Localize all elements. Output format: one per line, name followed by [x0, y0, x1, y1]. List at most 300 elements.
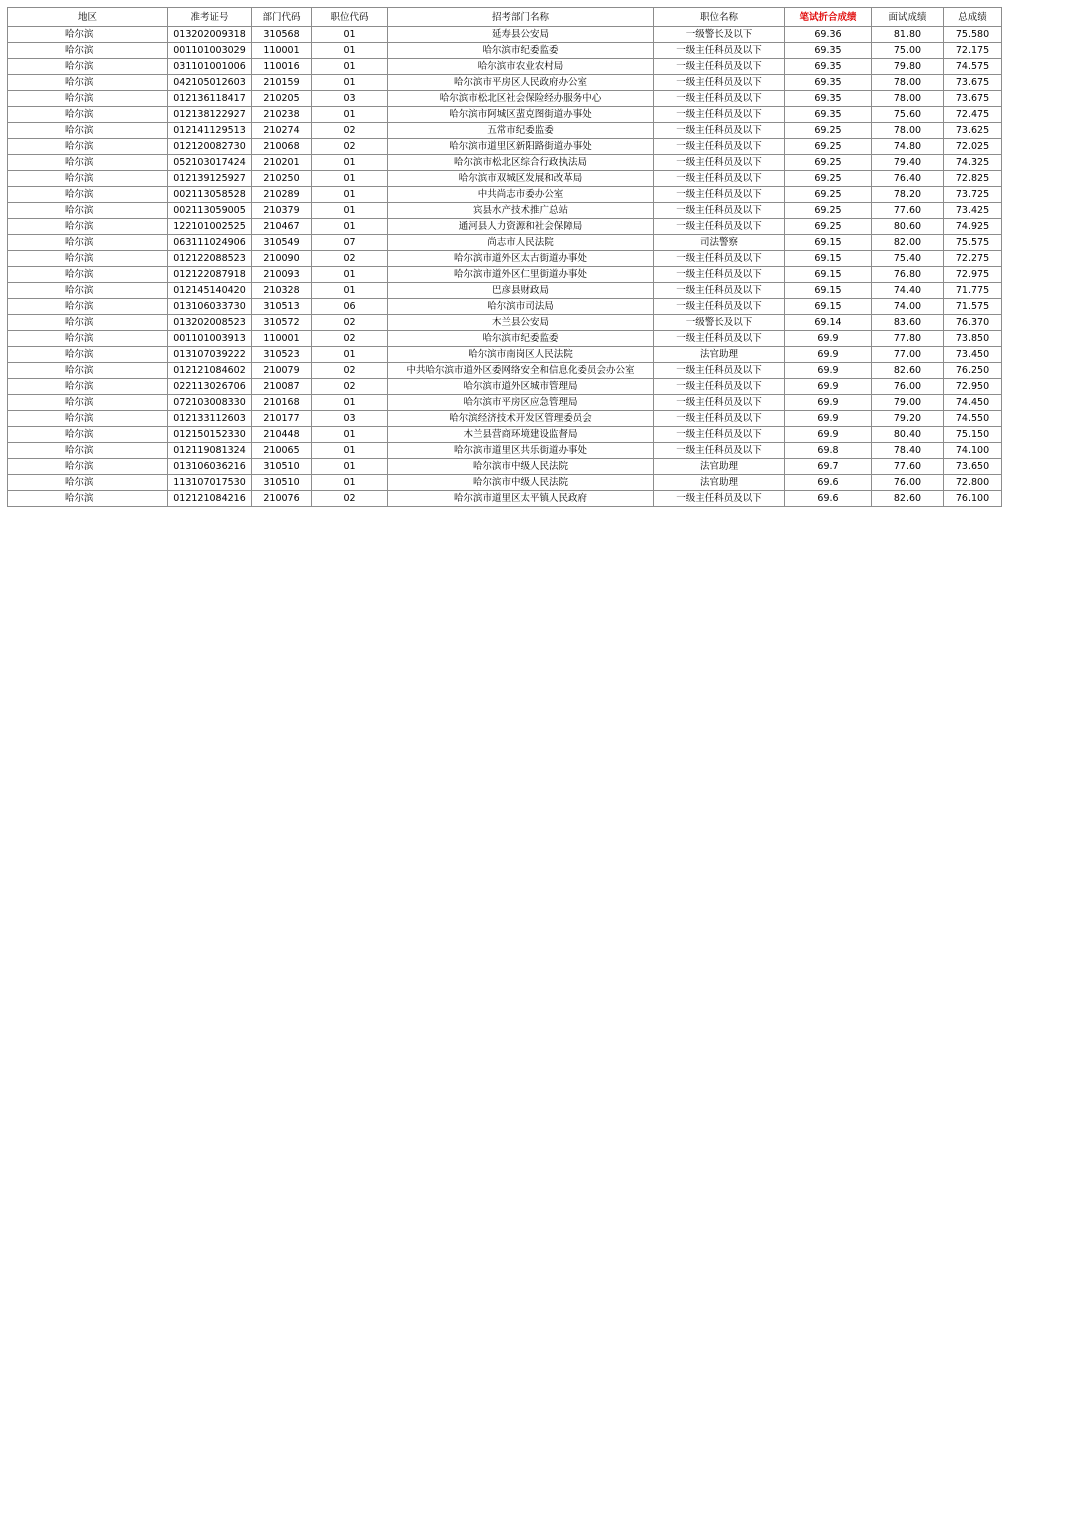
written-score-cell: 69.25 — [785, 171, 872, 187]
col-header-interview-score[interactable]: 面试成绩 — [872, 8, 944, 27]
position-code-cell: 01 — [312, 427, 388, 443]
interview-score-cell: 76.00 — [872, 475, 944, 491]
exam-id-cell: 012136118417 — [168, 91, 252, 107]
position-code-cell: 01 — [312, 107, 388, 123]
dept-code-cell: 310549 — [252, 235, 312, 251]
table-row[interactable] — [8, 267, 1002, 283]
score-sheet — [7, 7, 1002, 507]
position-code-cell: 02 — [312, 363, 388, 379]
position-name-cell: 一级警长及以下 — [654, 27, 785, 43]
table-row[interactable] — [8, 379, 1002, 395]
dept-name-cell: 五常市纪委监委 — [388, 123, 654, 139]
dept-code-cell: 310513 — [252, 299, 312, 315]
interview-score-cell: 83.60 — [872, 315, 944, 331]
written-score-cell: 69.25 — [785, 123, 872, 139]
interview-score-cell: 77.00 — [872, 347, 944, 363]
total-score-cell: 71.775 — [944, 283, 1002, 299]
position-code-cell: 01 — [312, 59, 388, 75]
interview-score-cell: 78.00 — [872, 123, 944, 139]
position-name-cell: 一级主任科员及以下 — [654, 363, 785, 379]
written-score-cell: 69.7 — [785, 459, 872, 475]
dept-name-cell: 木兰县公安局 — [388, 315, 654, 331]
written-score-cell: 69.9 — [785, 427, 872, 443]
table-row[interactable] — [8, 459, 1002, 475]
region-cell: 哈尔滨 — [8, 267, 168, 283]
table-row[interactable] — [8, 155, 1002, 171]
dept-name-cell: 哈尔滨市道里区太平镇人民政府 — [388, 491, 654, 507]
score-table — [7, 7, 1002, 507]
table-row[interactable] — [8, 75, 1002, 91]
written-score-cell: 69.8 — [785, 443, 872, 459]
dept-code-cell: 310568 — [252, 27, 312, 43]
position-name-cell: 法官助理 — [654, 475, 785, 491]
dept-name-cell: 木兰县营商环境建设监督局 — [388, 427, 654, 443]
region-cell: 哈尔滨 — [8, 427, 168, 443]
interview-score-cell: 82.00 — [872, 235, 944, 251]
region-cell: 哈尔滨 — [8, 475, 168, 491]
table-row[interactable] — [8, 203, 1002, 219]
dept-code-cell: 110001 — [252, 331, 312, 347]
interview-score-cell: 75.00 — [872, 43, 944, 59]
dept-code-cell: 210250 — [252, 171, 312, 187]
dept-name-cell: 哈尔滨市农业农村局 — [388, 59, 654, 75]
exam-id-cell: 042105012603 — [168, 75, 252, 91]
written-score-cell: 69.25 — [785, 187, 872, 203]
position-name-cell: 一级主任科员及以下 — [654, 59, 785, 75]
dept-code-cell: 210090 — [252, 251, 312, 267]
dept-name-cell: 哈尔滨市道里区新阳路街道办事处 — [388, 139, 654, 155]
position-name-cell: 一级主任科员及以下 — [654, 283, 785, 299]
dept-code-cell: 210289 — [252, 187, 312, 203]
interview-score-cell: 82.60 — [872, 491, 944, 507]
position-code-cell: 02 — [312, 331, 388, 347]
position-code-cell: 01 — [312, 27, 388, 43]
written-score-cell: 69.14 — [785, 315, 872, 331]
table-row[interactable] — [8, 347, 1002, 363]
total-score-cell: 74.550 — [944, 411, 1002, 427]
exam-id-cell: 012145140420 — [168, 283, 252, 299]
header-row — [8, 8, 1002, 27]
written-score-cell: 69.35 — [785, 107, 872, 123]
interview-score-cell: 79.40 — [872, 155, 944, 171]
total-score-cell: 72.950 — [944, 379, 1002, 395]
dept-name-cell: 宾县水产技术推广总站 — [388, 203, 654, 219]
exam-id-cell: 052103017424 — [168, 155, 252, 171]
exam-id-cell: 063111024906 — [168, 235, 252, 251]
region-cell: 哈尔滨 — [8, 107, 168, 123]
exam-id-cell: 001101003913 — [168, 331, 252, 347]
written-score-cell: 69.9 — [785, 363, 872, 379]
dept-name-cell: 哈尔滨市松北区综合行政执法局 — [388, 155, 654, 171]
dept-code-cell: 210201 — [252, 155, 312, 171]
col-header-position-code[interactable]: 职位代码 — [312, 8, 388, 27]
position-name-cell: 一级主任科员及以下 — [654, 107, 785, 123]
position-name-cell: 一级主任科员及以下 — [654, 171, 785, 187]
total-score-cell: 72.175 — [944, 43, 1002, 59]
exam-id-cell: 013202008523 — [168, 315, 252, 331]
exam-id-cell: 012138122927 — [168, 107, 252, 123]
exam-id-cell: 012121084602 — [168, 363, 252, 379]
dept-name-cell: 中共哈尔滨市道外区委网络安全和信息化委员会办公室 — [388, 363, 654, 379]
table-row[interactable] — [8, 411, 1002, 427]
written-score-cell: 69.25 — [785, 203, 872, 219]
written-score-cell: 69.15 — [785, 299, 872, 315]
written-score-cell: 69.6 — [785, 491, 872, 507]
total-score-cell: 76.100 — [944, 491, 1002, 507]
region-cell: 哈尔滨 — [8, 43, 168, 59]
position-code-cell: 01 — [312, 187, 388, 203]
total-score-cell: 73.450 — [944, 347, 1002, 363]
dept-name-cell: 延寿县公安局 — [388, 27, 654, 43]
table-body — [8, 27, 1002, 507]
dept-code-cell: 210079 — [252, 363, 312, 379]
position-name-cell: 一级警长及以下 — [654, 315, 785, 331]
table-row[interactable] — [8, 219, 1002, 235]
dept-name-cell: 哈尔滨市中级人民法院 — [388, 459, 654, 475]
written-score-cell: 69.35 — [785, 59, 872, 75]
written-score-cell: 69.9 — [785, 379, 872, 395]
interview-score-cell: 78.00 — [872, 75, 944, 91]
region-cell: 哈尔滨 — [8, 363, 168, 379]
region-cell: 哈尔滨 — [8, 171, 168, 187]
position-name-cell: 一级主任科员及以下 — [654, 91, 785, 107]
total-score-cell: 74.100 — [944, 443, 1002, 459]
written-score-cell: 69.25 — [785, 219, 872, 235]
region-cell: 哈尔滨 — [8, 139, 168, 155]
table-row[interactable] — [8, 171, 1002, 187]
interview-score-cell: 77.60 — [872, 459, 944, 475]
table-row[interactable] — [8, 27, 1002, 43]
written-score-cell: 69.9 — [785, 411, 872, 427]
exam-id-cell: 013202009318 — [168, 27, 252, 43]
exam-id-cell: 001101003029 — [168, 43, 252, 59]
total-score-cell: 75.575 — [944, 235, 1002, 251]
interview-score-cell: 81.80 — [872, 27, 944, 43]
dept-code-cell: 210065 — [252, 443, 312, 459]
interview-score-cell: 76.80 — [872, 267, 944, 283]
col-header-region[interactable]: 地区 — [8, 8, 168, 27]
position-name-cell: 一级主任科员及以下 — [654, 427, 785, 443]
position-code-cell: 01 — [312, 267, 388, 283]
written-score-cell: 69.35 — [785, 43, 872, 59]
dept-name-cell: 巴彦县财政局 — [388, 283, 654, 299]
dept-name-cell: 哈尔滨市阿城区蜚克图街道办事处 — [388, 107, 654, 123]
dept-code-cell: 110016 — [252, 59, 312, 75]
exam-id-cell: 122101002525 — [168, 219, 252, 235]
table-row[interactable] — [8, 331, 1002, 347]
position-code-cell: 01 — [312, 171, 388, 187]
interview-score-cell: 77.60 — [872, 203, 944, 219]
table-row[interactable] — [8, 315, 1002, 331]
interview-score-cell: 80.40 — [872, 427, 944, 443]
position-name-cell: 一级主任科员及以下 — [654, 75, 785, 91]
dept-name-cell: 哈尔滨市中级人民法院 — [388, 475, 654, 491]
table-row[interactable] — [8, 123, 1002, 139]
interview-score-cell: 80.60 — [872, 219, 944, 235]
dept-code-cell: 210093 — [252, 267, 312, 283]
total-score-cell: 72.800 — [944, 475, 1002, 491]
table-row[interactable] — [8, 235, 1002, 251]
total-score-cell: 72.825 — [944, 171, 1002, 187]
region-cell: 哈尔滨 — [8, 219, 168, 235]
region-cell: 哈尔滨 — [8, 459, 168, 475]
exam-id-cell: 013106033730 — [168, 299, 252, 315]
dept-name-cell: 哈尔滨市道外区仁里街道办事处 — [388, 267, 654, 283]
interview-score-cell: 78.00 — [872, 91, 944, 107]
region-cell: 哈尔滨 — [8, 443, 168, 459]
written-score-cell: 69.35 — [785, 91, 872, 107]
position-code-cell: 02 — [312, 251, 388, 267]
dept-code-cell: 210159 — [252, 75, 312, 91]
position-code-cell: 01 — [312, 219, 388, 235]
exam-id-cell: 012120082730 — [168, 139, 252, 155]
total-score-cell: 73.850 — [944, 331, 1002, 347]
region-cell: 哈尔滨 — [8, 123, 168, 139]
total-score-cell: 73.625 — [944, 123, 1002, 139]
region-cell: 哈尔滨 — [8, 155, 168, 171]
dept-name-cell: 哈尔滨市纪委监委 — [388, 43, 654, 59]
total-score-cell: 72.975 — [944, 267, 1002, 283]
exam-id-cell: 012133112603 — [168, 411, 252, 427]
region-cell: 哈尔滨 — [8, 315, 168, 331]
interview-score-cell: 74.40 — [872, 283, 944, 299]
region-cell: 哈尔滨 — [8, 395, 168, 411]
region-cell: 哈尔滨 — [8, 75, 168, 91]
position-code-cell: 06 — [312, 299, 388, 315]
position-code-cell: 01 — [312, 75, 388, 91]
interview-score-cell: 76.00 — [872, 379, 944, 395]
interview-score-cell: 78.40 — [872, 443, 944, 459]
table-row[interactable] — [8, 251, 1002, 267]
exam-id-cell: 113107017530 — [168, 475, 252, 491]
total-score-cell: 72.025 — [944, 139, 1002, 155]
position-code-cell: 02 — [312, 139, 388, 155]
exam-id-cell: 031101001006 — [168, 59, 252, 75]
position-name-cell: 司法警察 — [654, 235, 785, 251]
written-score-cell: 69.25 — [785, 139, 872, 155]
position-code-cell: 01 — [312, 347, 388, 363]
exam-id-cell: 002113059005 — [168, 203, 252, 219]
position-name-cell: 一级主任科员及以下 — [654, 443, 785, 459]
region-cell: 哈尔滨 — [8, 235, 168, 251]
dept-name-cell: 通河县人力资源和社会保障局 — [388, 219, 654, 235]
region-cell: 哈尔滨 — [8, 379, 168, 395]
exam-id-cell: 002113058528 — [168, 187, 252, 203]
dept-name-cell: 哈尔滨市道外区太古街道办事处 — [388, 251, 654, 267]
region-cell: 哈尔滨 — [8, 411, 168, 427]
region-cell: 哈尔滨 — [8, 347, 168, 363]
table-row[interactable] — [8, 363, 1002, 379]
position-name-cell: 一级主任科员及以下 — [654, 155, 785, 171]
total-score-cell: 73.675 — [944, 91, 1002, 107]
region-cell: 哈尔滨 — [8, 331, 168, 347]
total-score-cell: 76.250 — [944, 363, 1002, 379]
position-name-cell: 一级主任科员及以下 — [654, 331, 785, 347]
position-code-cell: 07 — [312, 235, 388, 251]
total-score-cell: 73.725 — [944, 187, 1002, 203]
position-code-cell: 02 — [312, 379, 388, 395]
total-score-cell: 74.925 — [944, 219, 1002, 235]
position-name-cell: 一级主任科员及以下 — [654, 379, 785, 395]
position-name-cell: 一级主任科员及以下 — [654, 411, 785, 427]
col-header-written-score[interactable]: 笔试折合成绩 — [785, 8, 872, 27]
exam-id-cell: 013107039222 — [168, 347, 252, 363]
dept-name-cell: 哈尔滨经济技术开发区管理委员会 — [388, 411, 654, 427]
position-code-cell: 01 — [312, 475, 388, 491]
position-name-cell: 法官助理 — [654, 347, 785, 363]
written-score-cell: 69.6 — [785, 475, 872, 491]
interview-score-cell: 75.60 — [872, 107, 944, 123]
interview-score-cell: 79.20 — [872, 411, 944, 427]
written-score-cell: 69.35 — [785, 75, 872, 91]
position-name-cell: 一级主任科员及以下 — [654, 395, 785, 411]
total-score-cell: 74.325 — [944, 155, 1002, 171]
col-header-exam-id[interactable]: 准考证号 — [168, 8, 252, 27]
total-score-cell: 72.275 — [944, 251, 1002, 267]
position-name-cell: 一级主任科员及以下 — [654, 187, 785, 203]
interview-score-cell: 74.80 — [872, 139, 944, 155]
table-row[interactable] — [8, 299, 1002, 315]
exam-id-cell: 012122087918 — [168, 267, 252, 283]
region-cell: 哈尔滨 — [8, 203, 168, 219]
interview-score-cell: 74.00 — [872, 299, 944, 315]
position-code-cell: 02 — [312, 123, 388, 139]
total-score-cell: 76.370 — [944, 315, 1002, 331]
table-row[interactable] — [8, 43, 1002, 59]
dept-name-cell: 哈尔滨市平房区应急管理局 — [388, 395, 654, 411]
written-score-cell: 69.9 — [785, 331, 872, 347]
dept-name-cell: 哈尔滨市松北区社会保险经办服务中心 — [388, 91, 654, 107]
region-cell: 哈尔滨 — [8, 27, 168, 43]
total-score-cell: 73.650 — [944, 459, 1002, 475]
table-row[interactable] — [8, 283, 1002, 299]
table-row[interactable] — [8, 107, 1002, 123]
col-header-position-name[interactable]: 职位名称 — [654, 8, 785, 27]
written-score-cell: 69.9 — [785, 395, 872, 411]
total-score-cell: 71.575 — [944, 299, 1002, 315]
region-cell: 哈尔滨 — [8, 491, 168, 507]
exam-id-cell: 022113026706 — [168, 379, 252, 395]
exam-id-cell: 012139125927 — [168, 171, 252, 187]
exam-id-cell: 013106036216 — [168, 459, 252, 475]
dept-name-cell: 哈尔滨市道里区共乐街道办事处 — [388, 443, 654, 459]
position-name-cell: 一级主任科员及以下 — [654, 123, 785, 139]
table-row[interactable] — [8, 427, 1002, 443]
dept-name-cell: 哈尔滨市双城区发展和改革局 — [388, 171, 654, 187]
total-score-cell: 75.580 — [944, 27, 1002, 43]
col-header-total-score[interactable]: 总成绩 — [944, 8, 1002, 27]
position-code-cell: 01 — [312, 43, 388, 59]
dept-code-cell: 310510 — [252, 475, 312, 491]
dept-code-cell: 210068 — [252, 139, 312, 155]
table-row[interactable] — [8, 475, 1002, 491]
region-cell: 哈尔滨 — [8, 91, 168, 107]
position-code-cell: 03 — [312, 91, 388, 107]
written-score-cell: 69.15 — [785, 267, 872, 283]
position-code-cell: 01 — [312, 459, 388, 475]
dept-code-cell: 310572 — [252, 315, 312, 331]
dept-code-cell: 210168 — [252, 395, 312, 411]
dept-code-cell: 210274 — [252, 123, 312, 139]
position-name-cell: 一级主任科员及以下 — [654, 219, 785, 235]
interview-score-cell: 78.20 — [872, 187, 944, 203]
table-row[interactable] — [8, 139, 1002, 155]
region-cell: 哈尔滨 — [8, 251, 168, 267]
total-score-cell: 75.150 — [944, 427, 1002, 443]
position-name-cell: 一级主任科员及以下 — [654, 203, 785, 219]
table-row[interactable] — [8, 443, 1002, 459]
written-score-cell: 69.15 — [785, 283, 872, 299]
dept-name-cell: 哈尔滨市纪委监委 — [388, 331, 654, 347]
total-score-cell: 74.575 — [944, 59, 1002, 75]
table-row[interactable] — [8, 187, 1002, 203]
exam-id-cell: 012141129513 — [168, 123, 252, 139]
interview-score-cell: 77.80 — [872, 331, 944, 347]
col-header-dept-name[interactable]: 招考部门名称 — [388, 8, 654, 27]
interview-score-cell: 79.80 — [872, 59, 944, 75]
dept-name-cell: 哈尔滨市道外区城市管理局 — [388, 379, 654, 395]
exam-id-cell: 012121084216 — [168, 491, 252, 507]
col-header-dept-code[interactable]: 部门代码 — [252, 8, 312, 27]
exam-id-cell: 012150152330 — [168, 427, 252, 443]
region-cell: 哈尔滨 — [8, 299, 168, 315]
position-code-cell: 01 — [312, 443, 388, 459]
exam-id-cell: 012122088523 — [168, 251, 252, 267]
position-name-cell: 一级主任科员及以下 — [654, 491, 785, 507]
dept-code-cell: 210238 — [252, 107, 312, 123]
dept-name-cell: 尚志市人民法院 — [388, 235, 654, 251]
dept-code-cell: 210076 — [252, 491, 312, 507]
position-code-cell: 01 — [312, 203, 388, 219]
position-code-cell: 01 — [312, 155, 388, 171]
interview-score-cell: 82.60 — [872, 363, 944, 379]
written-score-cell: 69.36 — [785, 27, 872, 43]
position-code-cell: 01 — [312, 395, 388, 411]
dept-code-cell: 310523 — [252, 347, 312, 363]
dept-code-cell: 110001 — [252, 43, 312, 59]
dept-code-cell: 210448 — [252, 427, 312, 443]
table-row[interactable] — [8, 395, 1002, 411]
position-code-cell: 03 — [312, 411, 388, 427]
table-row[interactable] — [8, 491, 1002, 507]
position-name-cell: 一级主任科员及以下 — [654, 139, 785, 155]
total-score-cell: 73.425 — [944, 203, 1002, 219]
dept-name-cell: 哈尔滨市南岗区人民法院 — [388, 347, 654, 363]
region-cell: 哈尔滨 — [8, 187, 168, 203]
dept-name-cell: 哈尔滨市司法局 — [388, 299, 654, 315]
written-score-cell: 69.9 — [785, 347, 872, 363]
position-code-cell: 01 — [312, 283, 388, 299]
dept-name-cell: 哈尔滨市平房区人民政府办公室 — [388, 75, 654, 91]
dept-code-cell: 210328 — [252, 283, 312, 299]
position-name-cell: 一级主任科员及以下 — [654, 267, 785, 283]
interview-score-cell: 79.00 — [872, 395, 944, 411]
table-row[interactable] — [8, 59, 1002, 75]
written-score-cell: 69.25 — [785, 155, 872, 171]
dept-code-cell: 210467 — [252, 219, 312, 235]
dept-code-cell: 210177 — [252, 411, 312, 427]
dept-code-cell: 210379 — [252, 203, 312, 219]
region-cell: 哈尔滨 — [8, 59, 168, 75]
total-score-cell: 74.450 — [944, 395, 1002, 411]
exam-id-cell: 072103008330 — [168, 395, 252, 411]
total-score-cell: 73.675 — [944, 75, 1002, 91]
table-row[interactable] — [8, 91, 1002, 107]
position-code-cell: 02 — [312, 315, 388, 331]
interview-score-cell: 75.40 — [872, 251, 944, 267]
dept-code-cell: 210205 — [252, 91, 312, 107]
position-name-cell: 法官助理 — [654, 459, 785, 475]
